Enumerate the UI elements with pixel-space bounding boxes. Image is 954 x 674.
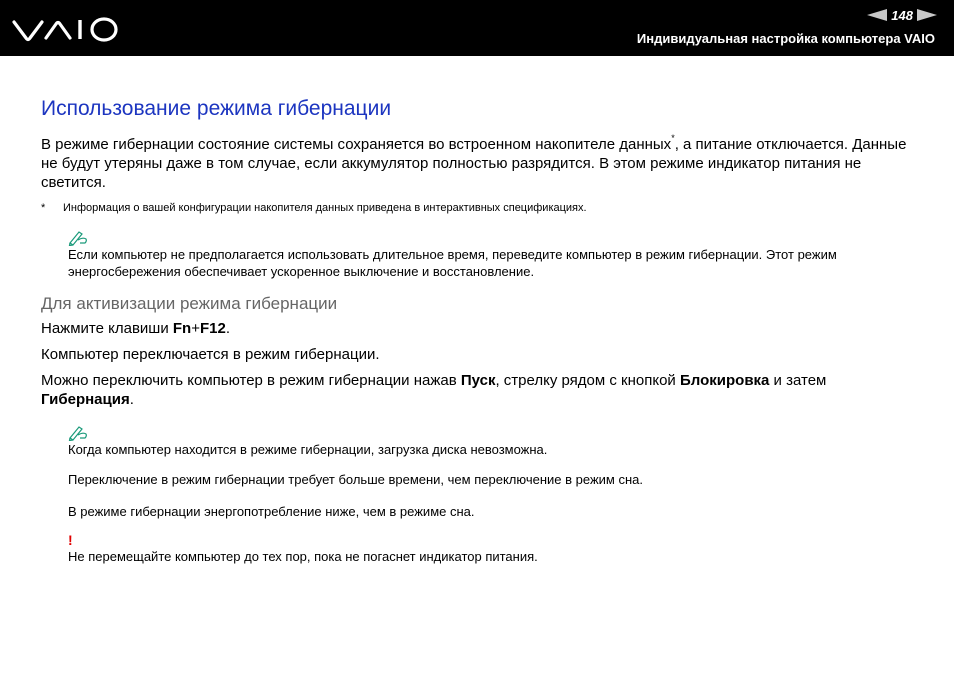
page-header [0, 0, 954, 56]
note-item: Когда компьютер находится в режиме гибернации, загрузка диска невозможна. [68, 442, 548, 457]
step-press-keys [41, 319, 921, 338]
step-text: и затем [769, 372, 827, 389]
period: . [225, 320, 230, 337]
vaio-logo [12, 14, 122, 44]
step-alternative [41, 371, 921, 409]
start-label: Пуск [460, 372, 496, 389]
key-fn: Fn [172, 320, 192, 337]
subheading: Для активизации режима гибернации [41, 294, 338, 313]
page-number: 148 [891, 7, 913, 23]
step-text: , стрелку рядом с кнопкой [495, 372, 680, 389]
note-item: Переключение в режим гибернации требует больше времени, чем переключение в режим сна. [68, 472, 643, 487]
exclamation-warning-icon: ! [68, 532, 73, 548]
note-item: В режиме гибернации энергопотребление ниже, чем в режиме сна. [68, 504, 475, 519]
lock-label: Блокировка [679, 372, 770, 389]
step-result: Компьютер переключается в режим гибернации. [41, 346, 380, 363]
next-page-icon[interactable] [917, 9, 937, 21]
page-title: Использование режима гибернации [41, 97, 392, 120]
main-content [41, 95, 921, 565]
previous-page-icon[interactable] [867, 9, 887, 21]
footnote-star: * [41, 202, 46, 214]
footnote [41, 201, 921, 215]
footnote-text: Информация о вашей конфигурации накопителя данных приведена в интерактивных спецификациях. [63, 202, 587, 214]
note-block-2 [68, 423, 921, 520]
step-text: Можно переключить компьютер в режим гибернации нажав [41, 372, 461, 389]
pencil-note-icon [68, 228, 88, 246]
warning-text: Не перемещайте компьютер до тех пор, пока не погаснет индикатор питания. [68, 549, 538, 564]
warning-block [68, 532, 921, 565]
pencil-note-icon [68, 423, 88, 441]
section-title: Индивидуальная настройка компьютера VAIO [636, 31, 935, 46]
intro-paragraph [41, 135, 921, 192]
intro-text-1: В режиме гибернации состояние системы сохраняется во встроенном накопителе данных [41, 136, 672, 153]
step-text: Нажмите клавиши [41, 320, 173, 337]
intro-text-2: , а питание отключается. Данные не будут утеряны даже в том случае, если аккумулятор полностью разрядится. В этом режиме индикатор питания не светится. [41, 136, 907, 191]
hibernate-label: Гибернация [41, 391, 130, 408]
note-text: Если компьютер не предполагается использовать длительное время, переведите компьютер в режим гибернации. Этот режим энергосбережения обеспечивает ускоренное выключение и восстановление. [68, 247, 837, 279]
note-block-1 [68, 228, 921, 280]
period: . [129, 391, 134, 408]
plus-sign: + [191, 320, 200, 337]
page-navigation [867, 6, 937, 24]
key-f12: F12 [199, 320, 226, 337]
footnote-marker: * [671, 133, 675, 143]
